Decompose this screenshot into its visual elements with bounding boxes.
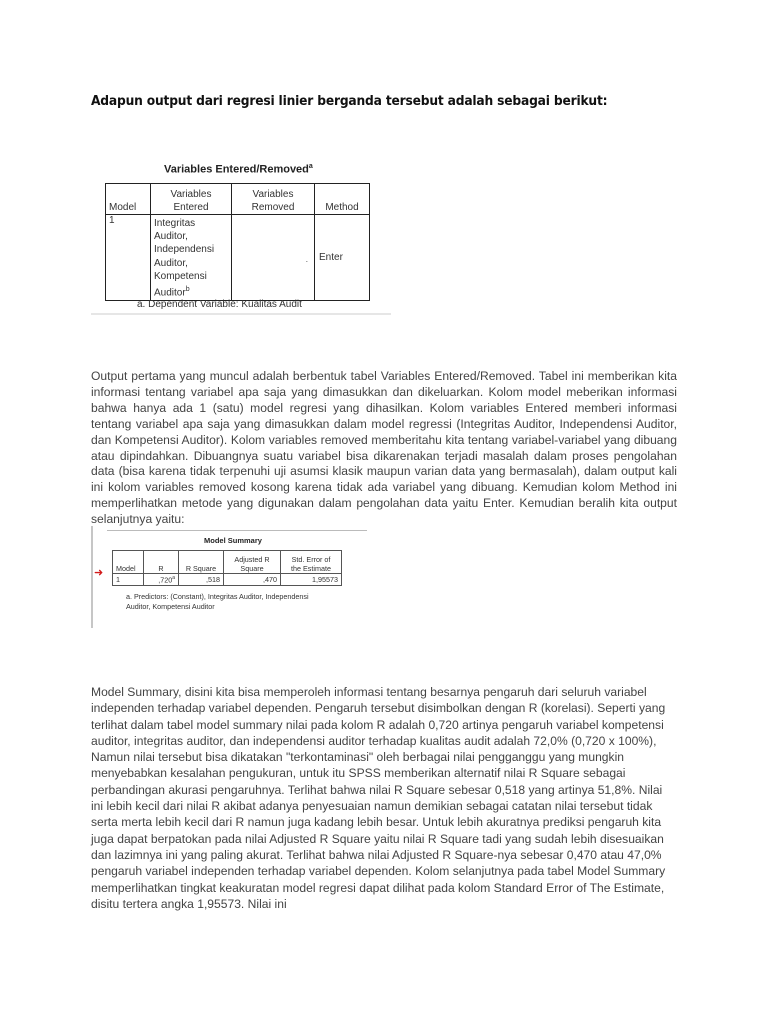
entered-line: Kompetensi	[154, 270, 207, 282]
cell-model: 1	[113, 574, 144, 586]
entered-line: Auditor,	[154, 231, 188, 243]
page-heading: Adapun output dari regresi linier berganda tersebut adalah sebagai berikut:	[91, 94, 608, 109]
table-row	[106, 215, 370, 301]
header-adjusted-r-square	[224, 551, 281, 574]
table2-title: Model Summary	[204, 536, 262, 545]
table-header-row	[106, 184, 370, 215]
r-sup: a	[172, 574, 175, 581]
header-variables-removed	[232, 184, 315, 215]
table1-title	[164, 163, 313, 176]
header-method: Method	[315, 184, 370, 215]
header-variables-entered	[151, 184, 232, 215]
header-entered-line1: Variables	[170, 189, 212, 200]
header-adj-line2: Square	[240, 564, 264, 573]
header-r-square: R Square	[179, 551, 224, 574]
header-std-error	[281, 551, 342, 574]
table-row	[113, 574, 342, 586]
header-adj-line1: Adjusted R	[234, 555, 270, 564]
entered-sup: b	[185, 286, 190, 294]
paragraph-model-summary: Model Summary, disini kita bisa memperoleh informasi tentang besarnya pengaruh dari seluruh variabel independen terhadap variabel dependen. Pengaruh tersebut disimbolkan dengan R (korelasi). Seperti yang terlihat dalam tabel model summary nilai pada kolom R adalah 0,720 artinya pengaruh variabel kompetensi auditor, integritas auditor, dan independensi auditor terhadap kualitas audit adalah 72,0% (0,720 x 100%), Namun nilai tersebut bisa dikatakan "terkontaminasi" oleh berbagai nilai pengganggu yang mungkin menyebabkan kesalahan pengukuran, untuk itu SPSS memberikan alternatif nilai R Square sebagai perbandingan akurasi pengaruhnya. Terlihat bahwa nilai R Square sebesar 0,518 yang artinya 51,8%. Nilai ini lebih kecil dari nilai R akibat adanya penyesuaian namun demikian sebagai catatan nilai tersebut tidak serta merta lebih kecil dari R namun juga kadang lebih besar. Untuk lebih akuratnya prediksi pengaruh kita juga dapat berpatokan pada nilai Adjusted R Square yaitu nilai R Square tadi yang sudah lebih disesuaikan dan lazimnya ini yang paling akurat. Terlihat bahwa nilai Adjusted R Square-nya sebesar 0,470 atau 47,0% pengaruh variabel independen terhadap variabel dependen. Kolom selanjutnya pada tabel Model Summary memperlihatkan tingkat keakuratan model regresi dapat dilihat pada kolom Standard Error of The Estimate, disitu tertera angka 1,95573. Nilai ini	[91, 685, 666, 911]
cell-method: Enter	[315, 215, 370, 301]
table-header-row	[113, 551, 342, 574]
table2-note-line1: a. Predictors: (Constant), Integritas Auditor, Independensi	[126, 592, 309, 601]
header-se-line1: Std. Error of	[291, 555, 331, 564]
red-right-arrow-icon: ➜	[94, 567, 104, 579]
variables-entered-table	[105, 183, 370, 301]
header-entered-line2: Entered	[173, 202, 209, 213]
header-removed-line2: Removed	[251, 202, 295, 213]
cell-adjusted-r-square: ,470	[224, 574, 281, 586]
cell-variables-removed	[232, 215, 315, 301]
entered-line: Auditor	[154, 287, 186, 299]
table2-footnote	[126, 592, 309, 611]
cell-std-error: 1,95573	[281, 574, 342, 586]
table1-title-text: Variables Entered/Removed	[164, 163, 309, 176]
cell-r-square: ,518	[179, 574, 224, 586]
cell-model: 1	[106, 215, 151, 301]
table1-footnote: a. Dependent Variable: Kualitas Audit	[137, 299, 302, 310]
table2-note-line2: Auditor, Kompetensi Auditor	[126, 601, 215, 611]
header-se-line2: the Estimate	[291, 564, 331, 573]
cell-r	[144, 574, 179, 586]
cell-variables-entered	[151, 215, 232, 301]
header-model: Model	[106, 184, 151, 215]
divider	[91, 313, 391, 315]
header-model: Model	[113, 551, 144, 574]
paragraph-variables-entered: Output pertama yang muncul adalah berbentuk tabel Variables Entered/Removed. Tabel ini memberikan kita informasi tentang variabel apa saja yang dimasukkan dan dikeluarkan. Kolom model meberikan informasi bahwa hanya ada 1 (satu) model regresi yang dihasilkan. Kolom variables Entered memberi informasi tentang variabel apa saja yang dimasukkan dalam model regressi (Integritas Auditor, Independensi Auditor, dan Kompetensi Auditor). Kolom variables removed memberitahu kita tentang variabel-variabel yang dibuang atau dipindahkan. Dibuangnya suatu variabel bisa dikarenakan terjadi masalah dalam proses pengolahan data (bisa karena tidak terpenuhi uji asumsi klasik maupun varian data yang bermasalah), dalam output kali ini kolom variables removed kosong karena tidak ada variabel yang dibuang. Kemudian kolom Method ini memperlihatkan metode yang digunakan dalam pengolahan data yaitu Enter. Kemudian beralih kita output selanjutnya yaitu:	[91, 369, 677, 527]
screenshot-frame	[91, 526, 93, 628]
header-r: R	[144, 551, 179, 574]
table1-title-sup: a	[308, 163, 313, 170]
header-removed-line1: Variables	[252, 189, 294, 200]
r-value: ,720	[158, 575, 173, 585]
removed-value: .	[305, 255, 308, 264]
entered-line: Auditor,	[154, 257, 188, 269]
entered-line: Independensi	[154, 244, 215, 256]
entered-line: Integritas	[154, 218, 196, 229]
model-summary-table	[112, 550, 342, 586]
